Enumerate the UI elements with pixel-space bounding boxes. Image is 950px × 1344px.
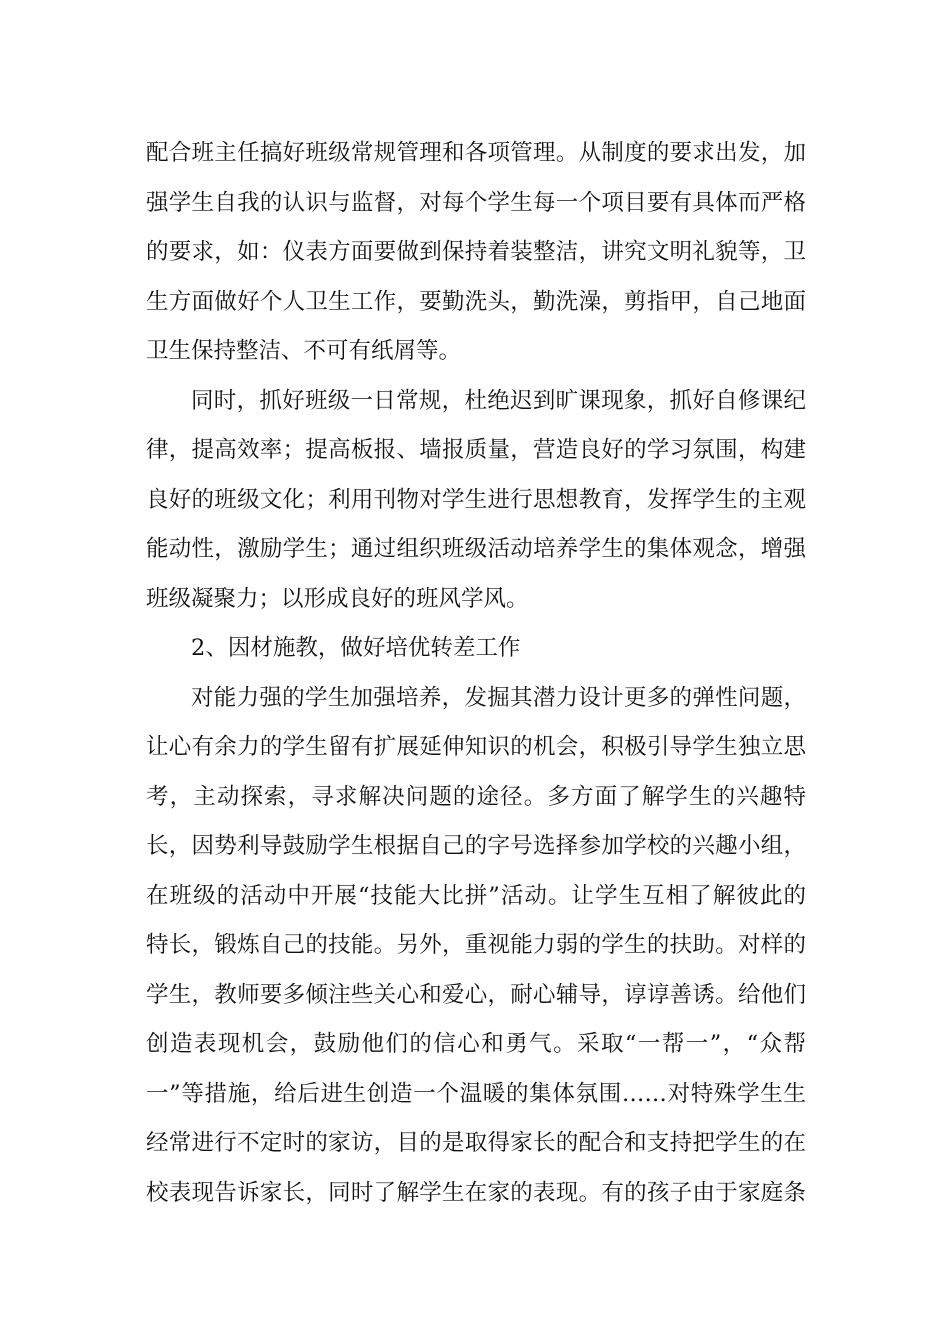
text-line: 学生，教师要多倾注些关心和爱心，耐心辅导，谆谆善诱。给他们 [146, 982, 806, 1008]
text-line: 特长，锻炼自己的技能。另外，重视能力弱的学生的扶助。对样的 [146, 932, 806, 958]
section-heading: 2、因材施教，做好培优转差工作 [191, 635, 521, 661]
text-line: 强学生自我的认识与监督，对每个学生每一个项目要有具体而严格 [146, 190, 806, 216]
text-line: 能动性，激励学生；通过组织班级活动培养学生的集体观念，增强 [146, 536, 806, 562]
text-line: 创造表现机会，鼓励他们的信心和勇气。采取“一帮一”，“众帮 [146, 1031, 806, 1057]
text-line: 校表现告诉家长，同时了解学生在家的表现。有的孩子由于家庭条 [146, 1180, 806, 1206]
text-line: 良好的班级文化；利用刊物对学生进行思想教育，发挥学生的主观 [146, 487, 806, 513]
text-line: 考，主动探索，寻求解决问题的途径。多方面了解学生的兴趣特 [146, 784, 806, 810]
text-line: 让心有余力的学生留有扩展延伸知识的机会，积极引导学生独立思 [146, 734, 806, 760]
text-line: 的要求，如：仪表方面要做到保持着装整洁，讲究文明礼貌等，卫 [146, 239, 806, 265]
text-line: 班级凝聚力；以形成良好的班风学风。 [146, 586, 529, 612]
text-line: 经常进行不定时的家访，目的是取得家长的配合和支持把学生的在 [146, 1130, 806, 1156]
text-line: 一”等措施，给后进生创造一个温暖的集体氛围……对特殊学生生 [146, 1081, 806, 1107]
text-line: 对能力强的学生加强培养，发掘其潜力设计更多的弹性问题， [191, 685, 806, 711]
text-line: 律，提高效率；提高板报、墙报质量，营造良好的学习氛围，构建 [146, 437, 806, 463]
text-line: 配合班主任搞好班级常规管理和各项管理。从制度的要求出发，加 [146, 140, 806, 166]
text-line: 长，因势利导鼓励学生根据自己的字号选择参加学校的兴趣小组， [146, 833, 806, 859]
text-line: 卫生保持整洁、不可有纸屑等。 [146, 338, 462, 364]
text-line: 同时，抓好班级一日常规，杜绝迟到旷课现象，抓好自修课纪 [191, 388, 806, 414]
text-line: 在班级的活动中开展“技能大比拼”活动。让学生互相了解彼此的 [146, 883, 806, 909]
text-line: 生方面做好个人卫生工作，要勤洗头，勤洗澡，剪指甲，自己地面 [146, 289, 806, 315]
